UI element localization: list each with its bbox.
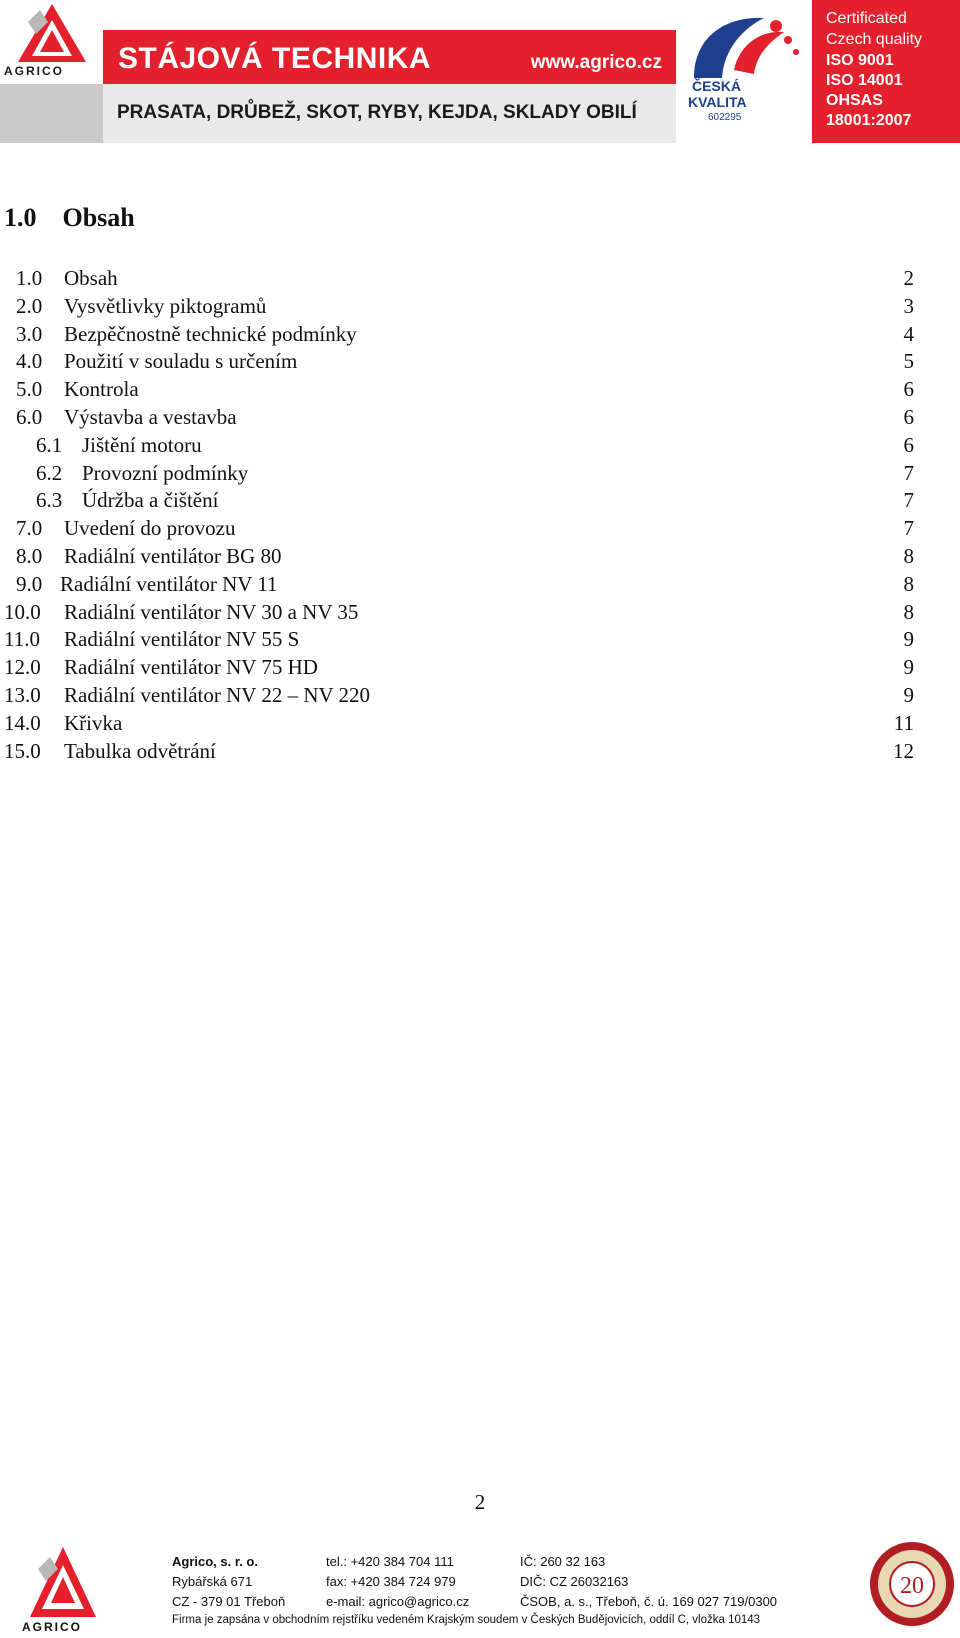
toc-entry[interactable] — [0, 711, 960, 739]
toc-page: 11 — [893, 710, 914, 735]
toc-entry[interactable] — [0, 516, 960, 544]
toc-entry[interactable] — [0, 544, 960, 572]
cert-line: Certificated — [826, 10, 907, 27]
toc-label: Kontrola — [64, 377, 139, 402]
toc-label: Radiální ventilátor NV 22 – NV 220 — [64, 683, 371, 707]
toc-label: Uvedení do provozu — [64, 516, 236, 541]
toc-page: 3 — [903, 293, 914, 318]
quality-logo-line2: KVALITA — [688, 94, 747, 110]
toc-label: Radiální ventilátor NV 30 a NV 35 — [64, 599, 359, 624]
ceska-kvalita-logo-icon — [684, 8, 804, 134]
toc-number: 8.0 — [16, 544, 43, 568]
toc-number: 7.0 — [16, 516, 43, 541]
toc-page: 7 — [903, 488, 914, 513]
company-fax: fax: +420 384 724 979 — [326, 1574, 456, 1589]
toc-page: 8 — [903, 599, 914, 624]
toc-page: 12 — [893, 738, 914, 763]
cert-line: ISO 14001 — [826, 72, 903, 89]
toc-label: Údržba a čištění — [82, 488, 219, 513]
toc-number: 3.0 — [16, 321, 43, 346]
toc-label: Radiální ventilátor NV 11 — [60, 571, 278, 596]
toc-entry[interactable] — [0, 461, 960, 489]
quality-logo-number: 602295 — [708, 112, 742, 123]
toc-entry[interactable] — [0, 377, 960, 405]
footer-contact — [326, 1552, 469, 1612]
subtitle-band — [103, 84, 676, 143]
band-title: STÁJOVÁ TECHNIKA — [118, 42, 432, 75]
company-ico: IČ: 260 32 163 — [520, 1554, 606, 1569]
page-title: 1.0 Obsah — [4, 203, 135, 232]
toc-page: 8 — [903, 544, 914, 568]
toc-entry[interactable] — [0, 600, 960, 628]
toc-number: 14.0 — [4, 710, 41, 735]
toc-entry[interactable] — [0, 349, 960, 377]
cert-line: 18001:2007 — [826, 112, 912, 129]
toc-number: 13.0 — [4, 683, 41, 707]
toc-label: Radiální ventilátor NV 55 S — [64, 627, 300, 652]
toc-page: 6 — [903, 432, 914, 457]
footer-agrico-logo-icon — [18, 1545, 108, 1621]
company-email[interactable]: e-mail: agrico@agrico.cz — [326, 1594, 470, 1609]
cert-line: ISO 9001 — [826, 52, 894, 69]
company-phone: tel.: +420 384 704 111 — [326, 1554, 454, 1569]
toc-entry[interactable] — [0, 655, 960, 683]
page-number: 2 — [474, 1490, 486, 1514]
toc-entry[interactable] — [0, 405, 960, 433]
toc-number: 6.0 — [16, 405, 43, 429]
agrico-logo — [0, 0, 103, 84]
toc-number: 11.0 — [4, 627, 40, 652]
registry-note: Firma je zapsána v obchodním rejstříku vedeném Krajským soudem v Českých Budějovicích, oddíl C, vložka 10143 — [172, 1614, 761, 1626]
toc-label: Provozní podmínky — [82, 460, 249, 485]
toc-entry[interactable] — [0, 739, 960, 767]
toc-number: 5.0 — [16, 377, 43, 402]
footer-logo-wordmark: AGRICO — [22, 1620, 82, 1634]
toc-page: 9 — [903, 683, 914, 707]
certificate-box — [812, 0, 960, 143]
toc-number: 15.0 — [4, 738, 41, 763]
logo-wordmark: AGRICO — [4, 64, 64, 78]
toc-page: 8 — [903, 571, 914, 596]
toc-label: Křivka — [64, 710, 123, 735]
toc-label: Bezpěčnostně technické podmínky — [64, 321, 357, 346]
toc-page: 9 — [903, 655, 914, 680]
seal-number: 20 — [900, 1573, 924, 1599]
toc-label: Radiální ventilátor BG 80 — [64, 544, 282, 568]
toc-entry[interactable] — [0, 322, 960, 350]
toc-page: 7 — [903, 516, 914, 541]
agrico-logo-icon — [0, 0, 103, 64]
toc-number: 6.2 — [36, 460, 63, 485]
toc-number: 1.0 — [16, 266, 43, 290]
footer-registry — [520, 1552, 777, 1612]
footer-company — [172, 1552, 285, 1612]
company-street: Rybářská 671 — [172, 1574, 253, 1589]
toc-label: Použití v souladu s určením — [64, 349, 298, 374]
toc-entry[interactable] — [0, 433, 960, 461]
quality-seal-icon — [868, 1540, 956, 1628]
toc-number: 4.0 — [16, 349, 43, 374]
toc-label: Jištění motoru — [82, 432, 202, 457]
toc-number: 2.0 — [16, 293, 43, 318]
toc-entry[interactable] — [0, 683, 960, 711]
toc-label: Vysvětlivky piktogramů — [64, 293, 267, 318]
toc-entry[interactable] — [0, 266, 960, 294]
toc-label: Obsah — [64, 266, 118, 290]
company-city: CZ - 379 01 Třeboň — [172, 1594, 286, 1609]
toc-entry[interactable] — [0, 572, 960, 600]
company-dic: DIČ: CZ 26032163 — [520, 1574, 629, 1589]
company-bank: ČSOB, a. s., Třeboň, č. ú. 169 027 719/0300 — [520, 1594, 778, 1609]
subtitle-text: PRASATA, DRŮBEŽ, SKOT, RYBY, KEJDA, SKLADY OBILÍ — [117, 102, 637, 123]
toc-page: 6 — [903, 405, 914, 429]
website-link[interactable]: www.agrico.cz — [530, 52, 662, 73]
toc-number: 6.1 — [36, 432, 63, 457]
toc-page: 7 — [903, 460, 914, 485]
toc-page: 9 — [903, 627, 914, 652]
toc-page: 4 — [903, 321, 914, 346]
toc-entry[interactable] — [0, 627, 960, 655]
toc-number: 12.0 — [4, 655, 41, 680]
page-header — [0, 0, 960, 145]
cert-line: Czech quality — [826, 31, 923, 48]
title-band — [103, 30, 676, 84]
quality-logo-line1: ČESKÁ — [692, 78, 742, 94]
toc-page: 2 — [903, 266, 914, 290]
toc-entry[interactable] — [0, 294, 960, 322]
company-name: Agrico, s. r. o. — [172, 1554, 258, 1569]
toc-number: 9.0 — [16, 571, 43, 596]
toc-label: Radiální ventilátor NV 75 HD — [64, 655, 318, 680]
toc-page: 5 — [903, 349, 914, 374]
toc-label: Tabulka odvětrání — [64, 738, 216, 763]
toc-number: 10.0 — [4, 599, 41, 624]
toc-page: 6 — [903, 377, 914, 402]
grey-band — [0, 84, 103, 143]
toc-entry[interactable] — [0, 488, 960, 516]
toc-number: 6.3 — [36, 488, 63, 513]
toc-label: Výstavba a vestavba — [64, 405, 237, 429]
cert-line: OHSAS — [826, 92, 883, 109]
